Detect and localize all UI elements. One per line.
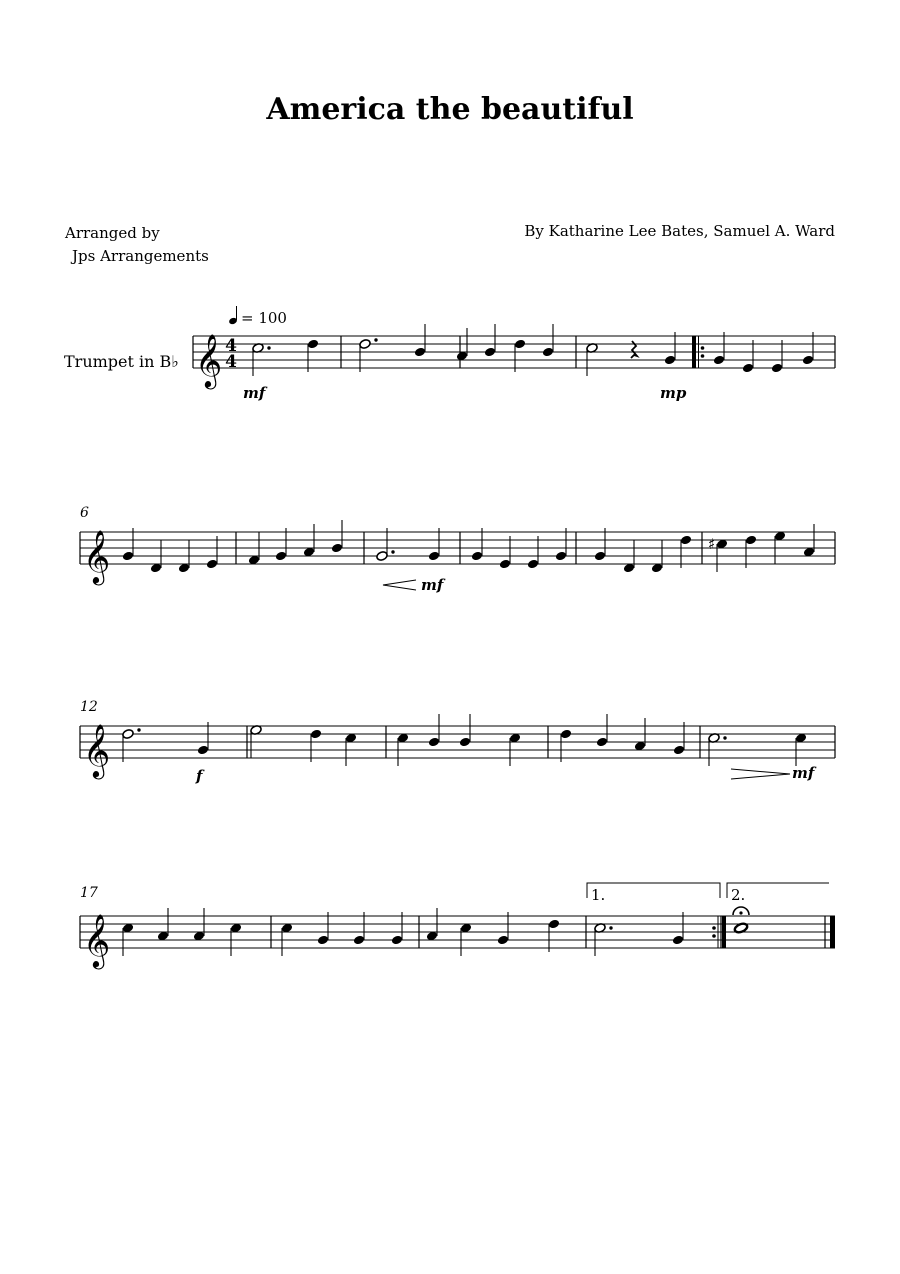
note-head [428, 737, 440, 748]
treble-clef-icon: 𝄞 [195, 333, 223, 387]
barlines [80, 336, 835, 948]
composer-credit: By Katharine Lee Bates, Samuel A. Ward [524, 222, 835, 240]
note-head [122, 729, 134, 740]
augmentation-dot [723, 736, 726, 739]
notes-layer [122, 324, 815, 956]
note-head [802, 355, 814, 366]
treble-clef-icon: 𝄞 [83, 723, 111, 777]
note-head [527, 559, 539, 570]
note-head [548, 919, 560, 930]
note-head [206, 559, 218, 570]
note-head [317, 935, 329, 946]
augmentation-dot [374, 338, 377, 341]
volta-brackets [587, 883, 829, 898]
dynamic-mark: mf [243, 384, 266, 402]
repeat-barlines [692, 336, 835, 948]
note-head [376, 551, 388, 562]
note-head [742, 363, 754, 374]
second-ending-label: 2. [731, 886, 746, 904]
dynamic-mark: f [196, 767, 203, 785]
note-head [414, 347, 426, 358]
note-head [664, 355, 676, 366]
note-head [745, 535, 757, 546]
note-head [122, 551, 134, 562]
note-head [310, 729, 322, 740]
time-signature [225, 336, 237, 372]
note-head [555, 551, 567, 562]
note-head [673, 745, 685, 756]
first-ending-bracket [587, 883, 720, 898]
piece-title: America the beautiful [266, 92, 634, 127]
first-ending-label: 1. [591, 886, 606, 904]
note-head [560, 729, 572, 740]
note-head [484, 347, 496, 358]
note-head [471, 551, 483, 562]
measure-number: 12 [80, 699, 98, 715]
time-signature-bottom: 4 [225, 352, 237, 372]
note-head [499, 559, 511, 570]
note-head [331, 543, 343, 554]
note-head [497, 935, 509, 946]
decrescendo-hairpin [731, 769, 790, 779]
augmentation-dot [609, 926, 612, 929]
note-head [391, 935, 403, 946]
treble-clef-icon: 𝄞 [83, 913, 111, 967]
crescendo-hairpin [383, 580, 416, 590]
note-head [680, 535, 692, 546]
fermata-icon [733, 907, 749, 915]
treble-clefs [83, 333, 222, 969]
note-head [771, 363, 783, 374]
volta-labels [591, 886, 745, 904]
dynamics [195, 384, 817, 785]
time-signature-top: 4 [225, 336, 237, 356]
note-head [459, 737, 471, 748]
augmentation-dot [267, 346, 270, 349]
note-head [359, 339, 371, 350]
note-head [596, 737, 608, 748]
augmentation-dot [137, 728, 140, 731]
dynamic-mark: mf [421, 576, 444, 594]
dynamic-mark: mp [660, 384, 687, 402]
measure-number: 6 [80, 505, 89, 521]
instrument-name: Trumpet in B♭ [64, 352, 179, 371]
arranger-name: Jps Arrangements [72, 247, 209, 265]
dynamic-mark: mf [792, 764, 815, 782]
tempo-marking [228, 306, 287, 327]
note-head [353, 935, 365, 946]
tempo-value: = 100 [241, 309, 287, 327]
note-head [672, 935, 684, 946]
note-head [542, 347, 554, 358]
note-head [594, 551, 606, 562]
augmentation-dot [391, 550, 394, 553]
note-head [275, 551, 287, 562]
treble-clef-icon: 𝄞 [83, 529, 111, 583]
note-head [514, 339, 526, 350]
sharp-icon: ♯ [708, 535, 716, 553]
note-head [307, 339, 319, 350]
note-head [428, 551, 440, 562]
staff-lines [80, 336, 835, 948]
hairpins [383, 580, 790, 779]
arranger-label: Arranged by [65, 224, 160, 242]
measure-number: 17 [80, 885, 98, 901]
note-head [197, 745, 209, 756]
note-head [713, 355, 725, 366]
